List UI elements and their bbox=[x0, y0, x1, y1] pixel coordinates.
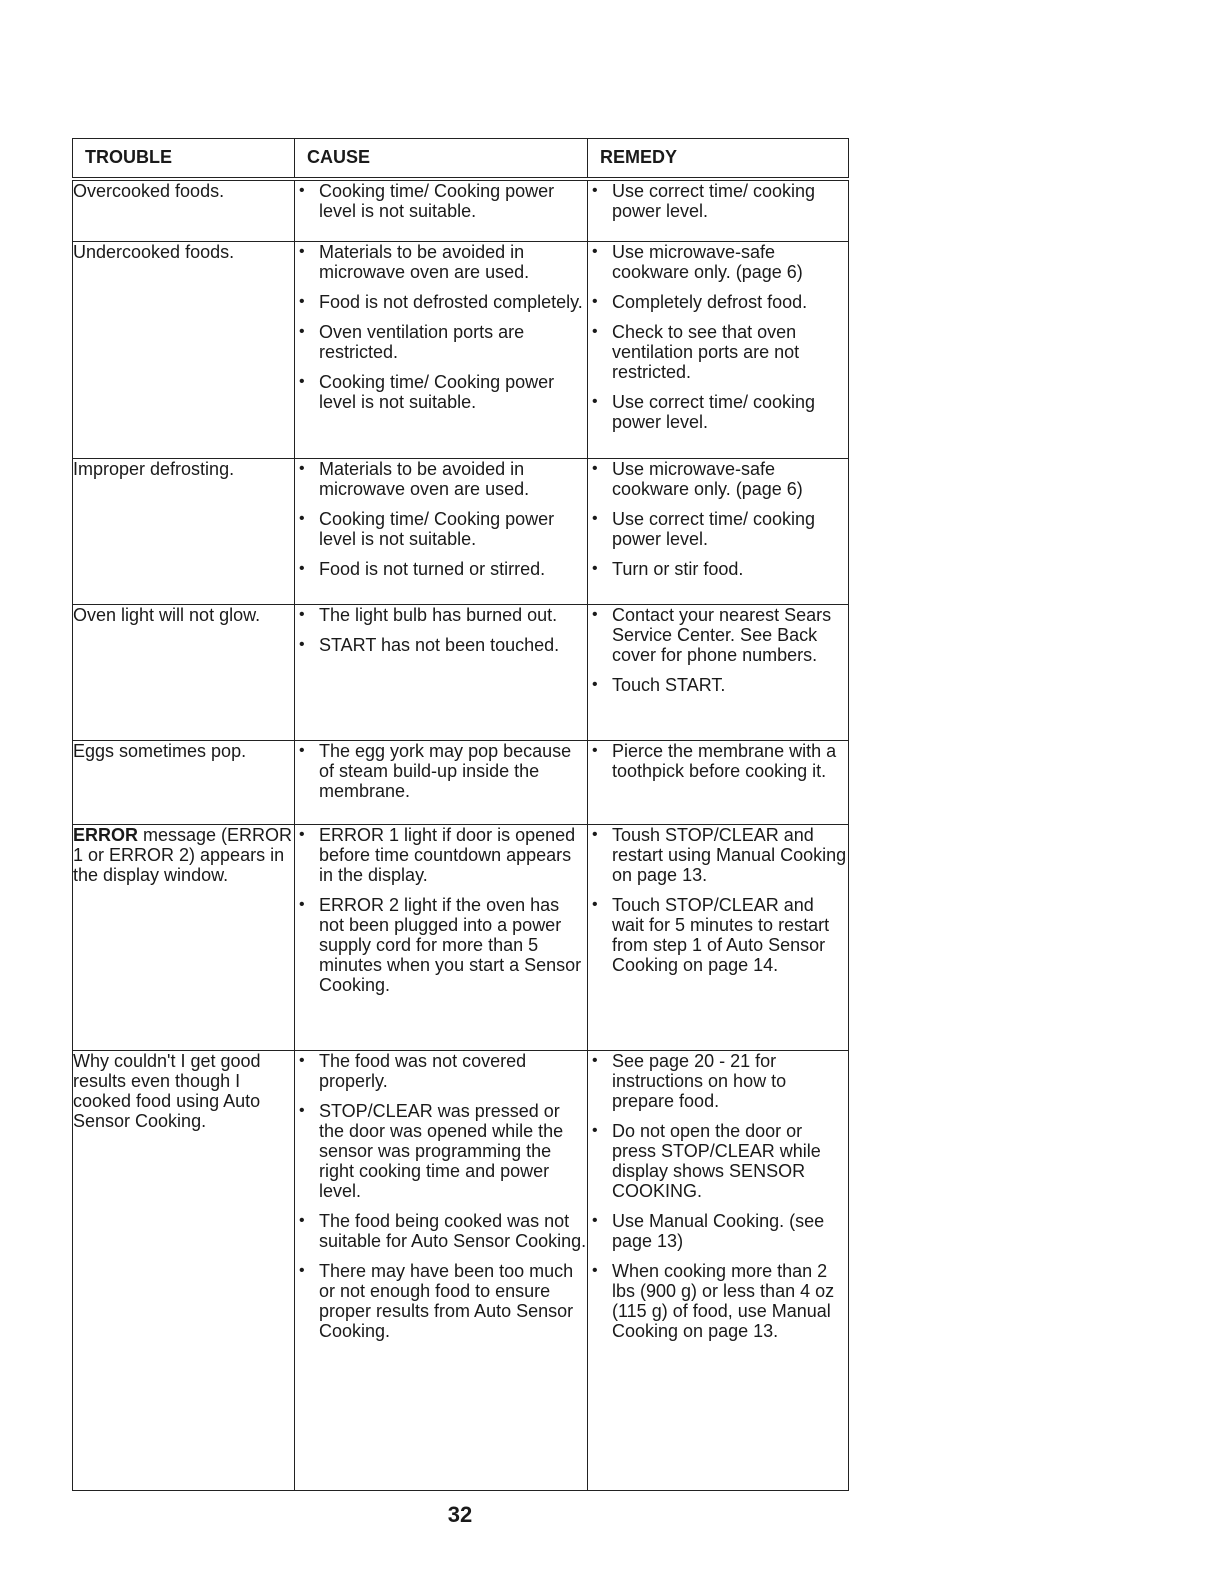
bullet-icon: • bbox=[299, 605, 305, 623]
remedy-item bbox=[588, 242, 848, 282]
cause-text: Food is not defrosted completely. bbox=[319, 291, 583, 312]
remedy-text: Use microwave-safe cookware only. (page 6) bbox=[612, 458, 803, 499]
remedy-item bbox=[588, 1121, 848, 1201]
cause-text: The light bulb has burned out. bbox=[319, 604, 558, 625]
bullet-icon: • bbox=[592, 509, 598, 527]
remedy-text: Use correct time/ cooking power level. bbox=[612, 508, 816, 549]
cause-text: START has not been touched. bbox=[319, 634, 560, 655]
remedy-text: Pierce the membrane with a toothpick before cooking it. bbox=[612, 740, 837, 781]
bullet-icon: • bbox=[299, 509, 305, 527]
bullet-icon: • bbox=[592, 292, 598, 310]
bullet-icon: • bbox=[299, 895, 305, 913]
bullet-icon: • bbox=[592, 895, 598, 913]
trouble-cell bbox=[73, 824, 295, 1050]
cause-text: Cooking time/ Cooking power level is not suitable. bbox=[319, 181, 555, 221]
remedy-item bbox=[588, 1051, 848, 1111]
remedy-text: Touch START. bbox=[612, 674, 726, 695]
remedy-item bbox=[588, 559, 848, 579]
remedy-item bbox=[588, 1261, 848, 1341]
bullet-icon: • bbox=[299, 242, 305, 260]
troubleshooting-table bbox=[72, 138, 849, 1491]
table-row bbox=[73, 1050, 849, 1490]
bullet-icon: • bbox=[299, 182, 305, 199]
bullet-icon: • bbox=[592, 559, 598, 577]
remedy-cell bbox=[588, 458, 849, 604]
remedy-text: Use microwave-safe cookware only. (page 6) bbox=[612, 241, 803, 282]
cause-text: Cooking time/ Cooking power level is not suitable. bbox=[319, 371, 555, 412]
cause-item bbox=[295, 825, 587, 885]
remedy-item bbox=[588, 509, 848, 549]
header-trouble: TROUBLE bbox=[73, 139, 295, 180]
bullet-icon: • bbox=[592, 392, 598, 410]
table-header-row bbox=[73, 139, 849, 180]
remedy-text: Turn or stir food. bbox=[612, 558, 744, 579]
bullet-icon: • bbox=[299, 322, 305, 340]
remedy-text: See page 20 - 21 for instructions on how to prepare food. bbox=[612, 1050, 787, 1111]
cause-cell bbox=[295, 824, 588, 1050]
cause-item bbox=[295, 459, 587, 499]
cause-text: Cooking time/ Cooking power level is not suitable. bbox=[319, 508, 555, 549]
table-row bbox=[73, 824, 849, 1050]
remedy-item bbox=[588, 895, 848, 975]
remedy-item bbox=[588, 322, 848, 382]
trouble-cell bbox=[73, 1050, 295, 1490]
remedy-item bbox=[588, 605, 848, 665]
remedy-text: Do not open the door or press STOP/CLEAR while display shows SENSOR COOKING. bbox=[612, 1120, 821, 1201]
cause-text: Oven ventilation ports are restricted. bbox=[319, 321, 525, 362]
remedy-text: Completely defrost food. bbox=[612, 291, 808, 312]
remedy-text: Toush STOP/CLEAR and restart using Manual Cooking on page 13. bbox=[612, 824, 847, 885]
cause-item bbox=[295, 1051, 587, 1091]
error-keyword: ERROR bbox=[73, 824, 139, 845]
cause-cell bbox=[295, 604, 588, 740]
remedy-cell bbox=[588, 824, 849, 1050]
remedy-item bbox=[588, 181, 848, 221]
cause-cell bbox=[295, 458, 588, 604]
cause-item bbox=[295, 741, 587, 801]
cause-item bbox=[295, 1211, 587, 1251]
cause-item bbox=[295, 635, 587, 655]
page-number: 32 bbox=[447, 1502, 473, 1527]
cause-item bbox=[295, 1261, 587, 1341]
cause-item bbox=[295, 559, 587, 579]
trouble-cell bbox=[73, 179, 295, 241]
table-row bbox=[73, 458, 849, 604]
remedy-text: Check to see that oven ventilation ports are not restricted. bbox=[612, 321, 800, 382]
header-cause: CAUSE bbox=[295, 139, 588, 180]
bullet-icon: • bbox=[299, 372, 305, 390]
bullet-icon: • bbox=[299, 1211, 305, 1229]
bullet-icon: • bbox=[592, 322, 598, 340]
bullet-icon: • bbox=[299, 1051, 305, 1069]
remedy-item bbox=[588, 1211, 848, 1251]
cause-text: STOP/CLEAR was pressed or the door was opened while the sensor was programming the right cooking time and power level. bbox=[319, 1100, 564, 1201]
bullet-icon: • bbox=[299, 635, 305, 653]
remedy-text: Use correct time/ cooking power level. bbox=[612, 181, 816, 221]
remedy-text: Contact your nearest Sears Service Center. See Back cover for phone numbers. bbox=[612, 604, 832, 665]
cause-item bbox=[295, 292, 587, 312]
trouble-text: Oven light will not glow. bbox=[73, 604, 261, 625]
remedy-cell bbox=[588, 1050, 849, 1490]
cause-text: The egg york may pop because of steam build-up inside the membrane. bbox=[319, 740, 572, 801]
cause-text: Materials to be avoided in microwave oven are used. bbox=[319, 458, 530, 499]
cause-item bbox=[295, 1101, 587, 1201]
trouble-cell bbox=[73, 458, 295, 604]
bullet-icon: • bbox=[299, 292, 305, 310]
remedy-item bbox=[588, 459, 848, 499]
bullet-icon: • bbox=[299, 459, 305, 477]
bullet-icon: • bbox=[592, 741, 598, 759]
header-remedy: REMEDY bbox=[588, 139, 849, 180]
remedy-item bbox=[588, 825, 848, 885]
trouble-text: message (ERROR 1 or ERROR 2) appears in the display window. bbox=[73, 824, 293, 885]
cause-text: There may have been too much or not enough food to ensure proper results from Auto Sensor Cooking. bbox=[319, 1260, 574, 1341]
trouble-cell bbox=[73, 241, 295, 458]
bullet-icon: • bbox=[299, 741, 305, 759]
remedy-item bbox=[588, 675, 848, 695]
cause-text: ERROR 2 light if the oven has not been plugged into a power supply cord for more than 5 minutes when you start a Sensor Cooking. bbox=[319, 894, 582, 995]
cause-text: Materials to be avoided in microwave oven are used. bbox=[319, 241, 530, 282]
trouble-text: Eggs sometimes pop. bbox=[73, 740, 247, 761]
bullet-icon: • bbox=[299, 1261, 305, 1279]
cause-item bbox=[295, 322, 587, 362]
cause-item bbox=[295, 509, 587, 549]
table-row bbox=[73, 179, 849, 241]
remedy-item bbox=[588, 292, 848, 312]
table-body bbox=[73, 179, 849, 1490]
remedy-item bbox=[588, 741, 848, 781]
remedy-cell bbox=[588, 241, 849, 458]
trouble-text: Undercooked foods. bbox=[73, 241, 235, 262]
remedy-text: When cooking more than 2 lbs (900 g) or less than 4 oz (115 g) of food, use Manual Cooking on page 13. bbox=[612, 1260, 835, 1341]
bullet-icon: • bbox=[299, 1101, 305, 1119]
bullet-icon: • bbox=[592, 242, 598, 260]
bullet-icon: • bbox=[592, 605, 598, 623]
remedy-item bbox=[588, 392, 848, 432]
cause-item bbox=[295, 242, 587, 282]
cause-item bbox=[295, 181, 587, 221]
bullet-icon: • bbox=[299, 559, 305, 577]
bullet-icon: • bbox=[592, 459, 598, 477]
bullet-icon: • bbox=[592, 675, 598, 693]
remedy-cell bbox=[588, 604, 849, 740]
remedy-text: Use correct time/ cooking power level. bbox=[612, 391, 816, 432]
bullet-icon: • bbox=[592, 1211, 598, 1229]
cause-item bbox=[295, 372, 587, 412]
remedy-cell bbox=[588, 179, 849, 241]
bullet-icon: • bbox=[592, 182, 598, 199]
table-row bbox=[73, 740, 849, 824]
cause-cell bbox=[295, 179, 588, 241]
cause-cell bbox=[295, 241, 588, 458]
cause-text: The food being cooked was not suitable for Auto Sensor Cooking. bbox=[319, 1210, 587, 1251]
remedy-text: Touch STOP/CLEAR and wait for 5 minutes to restart from step 1 of Auto Sensor Cooking on page 14. bbox=[612, 894, 830, 975]
table-row bbox=[73, 604, 849, 740]
remedy-cell bbox=[588, 740, 849, 824]
bullet-icon: • bbox=[592, 1261, 598, 1279]
cause-text: Food is not turned or stirred. bbox=[319, 558, 546, 579]
bullet-icon: • bbox=[592, 825, 598, 843]
trouble-text: Improper defrosting. bbox=[73, 458, 235, 479]
cause-cell bbox=[295, 1050, 588, 1490]
cause-item bbox=[295, 895, 587, 995]
cause-cell bbox=[295, 740, 588, 824]
bullet-icon: • bbox=[592, 1121, 598, 1139]
trouble-text: Why couldn't I get good results even though I cooked food using Auto Sensor Cooking. bbox=[73, 1050, 261, 1131]
table-row bbox=[73, 241, 849, 458]
bullet-icon: • bbox=[592, 1051, 598, 1069]
cause-text: The food was not covered properly. bbox=[319, 1050, 527, 1091]
bullet-icon: • bbox=[299, 825, 305, 843]
trouble-text: Overcooked foods. bbox=[73, 181, 225, 201]
cause-item bbox=[295, 605, 587, 625]
trouble-cell bbox=[73, 604, 295, 740]
trouble-cell bbox=[73, 740, 295, 824]
cause-text: ERROR 1 light if door is opened before time countdown appears in the display. bbox=[319, 824, 576, 885]
remedy-text: Use Manual Cooking. (see page 13) bbox=[612, 1210, 825, 1251]
